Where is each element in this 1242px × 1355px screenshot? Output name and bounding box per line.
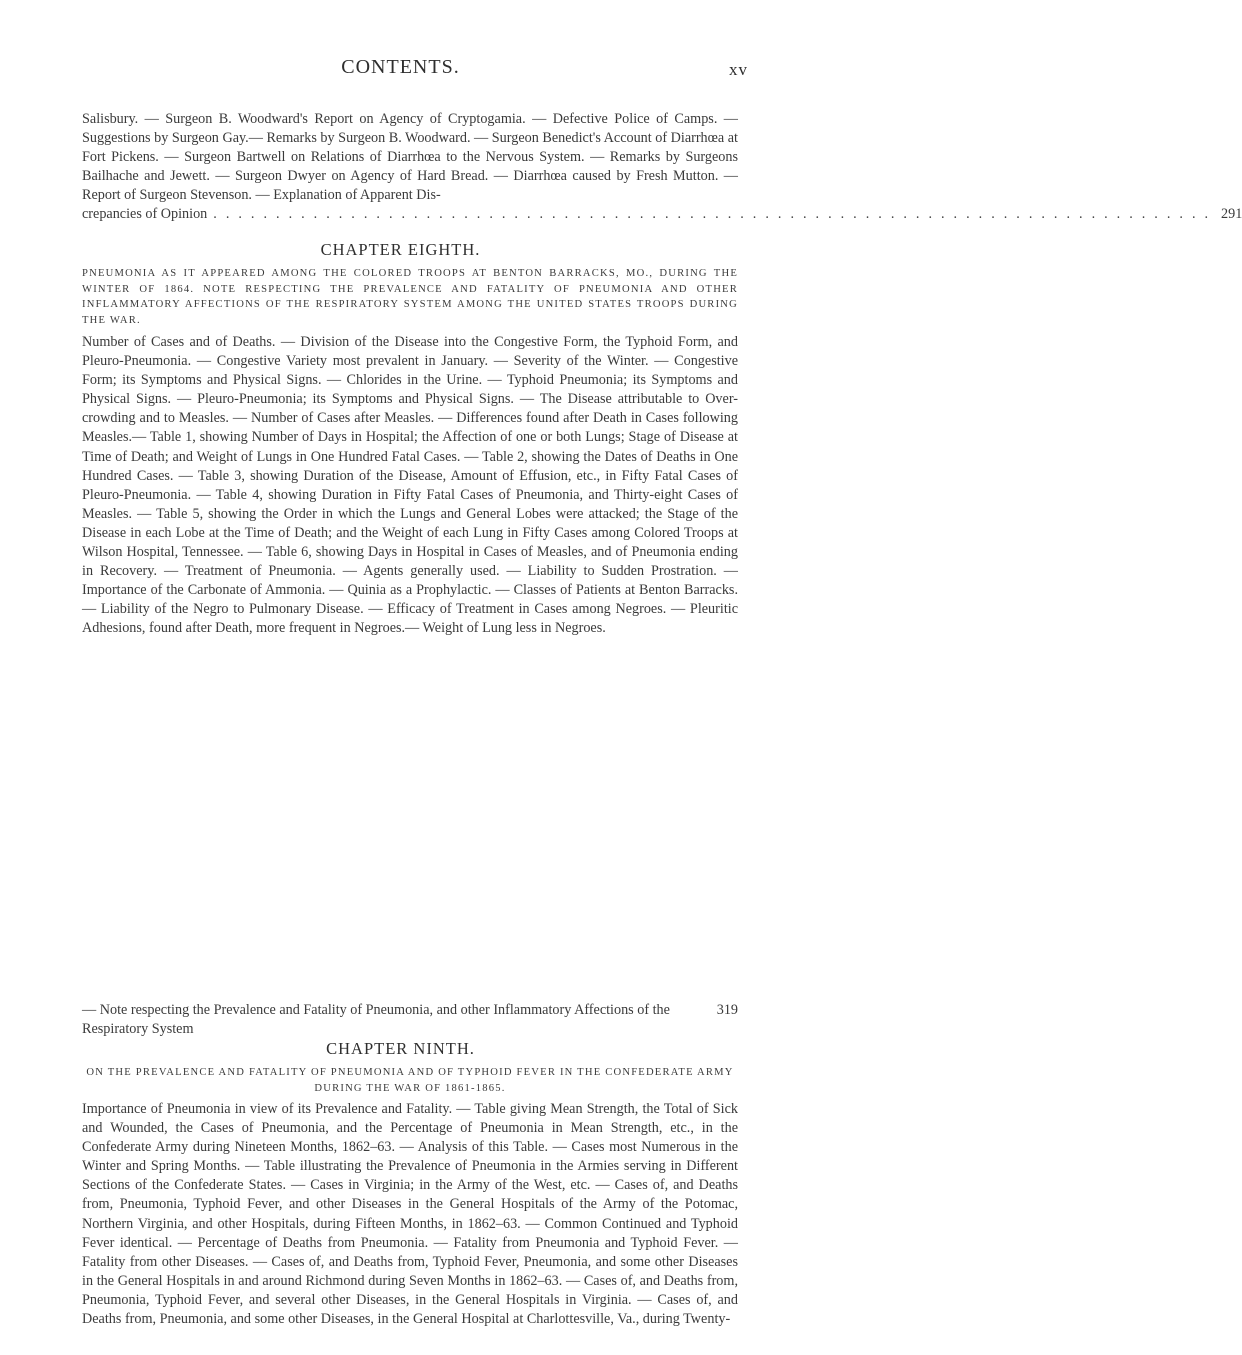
chapter-eight-text: Number of Cases and of Deaths. — Division of the Disease into the Congestive Form, the Typhoid Form, and Pleuro-Pneumonia. — Congestive Variety most prevalent in January. — Severity of the Winter. — Congestive Form; its Symptoms and Physical Signs. — Chlorides in the Urine. — Typhoid Pneumonia; its Symptoms and Physical Signs. — Pleuro-Pneumonia; its Symptoms and Physical Signs. — The Disease attributable to Over-crowding and to Measles. — Number of Cases after Measles. — Differences found after Death in Cases following Measles.— Table 1, showing Number of Days in Hospital; the Affection of one or both Lungs; Stage of Disease at Time of Death; and Weight of Lungs in One Hundred Fatal Cases. — Table 2, showing the Dates of Deaths in One Hundred Cases. — Table 3, showing Duration of the Disease, Amount of Effusion, etc., in Fifty Fatal Cases of Pleuro-Pneumonia. — Table 4, showing Duration in Fifty Fatal Cases of Pneumonia, and Thirty-eight Cases of Measles. — Table 5, showing the Order in which the Lungs and General Lobes were attacked; the Stage of the Disease in each Lobe at the Time of Death; and the Weight of each Lung in Fifty Cases among Colored Troops at Wilson Hospital, Tennessee. — Table 6, showing Days in Hospital in Cases of Measles, and of Pneumonia ending in Recovery. — Treatment of Pneumonia. — Agents generally used. — Liability to Sudden Prostration. — Importance of the Carbonate of Ammonia. — Quinia as a Prophylactic. — Classes of Patients at Benton Barracks. — Liability of the Negro to Pulmonary Disease. — Efficacy of Treatment in Cases among Negroes. — Pleuritic Adhesions, found after Death, more frequent in Negroes.— Weight of Lung less in Negroes. — [82, 334, 738, 637]
chapter-eight-last-line: — Note respecting the Prevalence and Fatality of Pneumonia, and other Inflammatory Affections of the Respiratory System — [82, 1002, 670, 1038]
chapter-eight-title: CHAPTER EIGHTH. — [320, 240, 481, 259]
continuation-last-line: crepancies of Opinion — [82, 206, 208, 222]
continuation-page-number: 291 — [1221, 206, 1242, 222]
dot-leader: ................................................................................ — [213, 206, 1218, 222]
running-title: CONTENTS. — [341, 56, 460, 78]
continuation-leader-line — [82, 205, 1242, 224]
chapter-eight-leader-line — [82, 1001, 738, 1039]
page-folio: xv — [729, 60, 748, 79]
chapter-nine-text: Importance of Pneumonia in view of its Prevalence and Fatality. — Table giving Mean Strength, the Total of Sick and Wounded, the Cases of Pneumonia, and the Percentage of Pneumonia in Mean Strength, etc., in the Confederate Army during Nineteen Months, 1862–63. — Analysis of this Table. — Cases most Numerous in the Winter and Spring Months. — Table illustrating the Prevalence of Pneumonia in the Armies serving in Different Sections of the Confederate States. — Cases in Virginia; in the Army of the West, etc. — Cases of, and Deaths from, Pneumonia, Typhoid Fever, and other Diseases in the General Hospitals of the Army of the Potomac, Northern Virginia, and other Hospitals, during Fifteen Months, in 1862–63. — Common Continued and Typhoid Fever identical. — Percentage of Deaths from Pneumonia. — Fatality from Pneumonia and Typhoid Fever. — Fatality from other Diseases. — Cases of, and Deaths from, Typhoid Fever, Pneumonia, and some other Diseases in the General Hospitals in and around Richmond during Seven Months in 1862–63. — Cases of, and Deaths from, Pneumonia, Typhoid Fever, and several other Diseases, in the General Hospitals in Virginia. — Cases of, and Deaths from, Pneumonia, and some other Diseases, in the General Hospital at Charlottesville, Va., during Twenty- — [82, 1101, 738, 1328]
chapter-eight-subtitle: PNEUMONIA AS IT APPEARED AMONG THE COLORED TROOPS AT BENTON BARRACKS, MO., DURING THE WINTER OF 1864. NOTE RESPECTING THE PREVALENCE AND FATALITY OF PNEUMONIA AND OTHER INFLAMMATORY AFFECTIONS OF THE RESPIRATORY SYSTEM AMONG THE UNITED STATES TROOPS DURING THE WAR. — [82, 268, 738, 326]
chapter-eight-page-number: 319 — [716, 1002, 738, 1018]
chapter-nine-subtitle: ON THE PREVALENCE AND FATALITY OF PNEUMONIA AND OF TYPHOID FEVER IN THE CONFEDERATE ARMY DURING THE WAR OF 1861-1865. — [86, 1067, 734, 1094]
continuation-text: Salisbury. — Surgeon B. Woodward's Report on Agency of Cryptogamia. — Defective Police of Camps. — Suggestions by Surgeon Gay.— Remarks by Surgeon B. Woodward. — Surgeon Benedict's Account of Diarrhœa at Fort Pickens. — Surgeon Bartwell on Relations of Diarrhœa to the Nervous System. — Remarks by Surgeons Bailhache and Jewett. — Surgeon Dwyer on Agency of Hard Bread. — Diarrhœa caused by Fresh Mutton. — Report of Surgeon Stevenson. — Explanation of Apparent Dis- — [82, 111, 738, 204]
chapter-nine-title: CHAPTER NINTH. — [326, 1039, 475, 1058]
